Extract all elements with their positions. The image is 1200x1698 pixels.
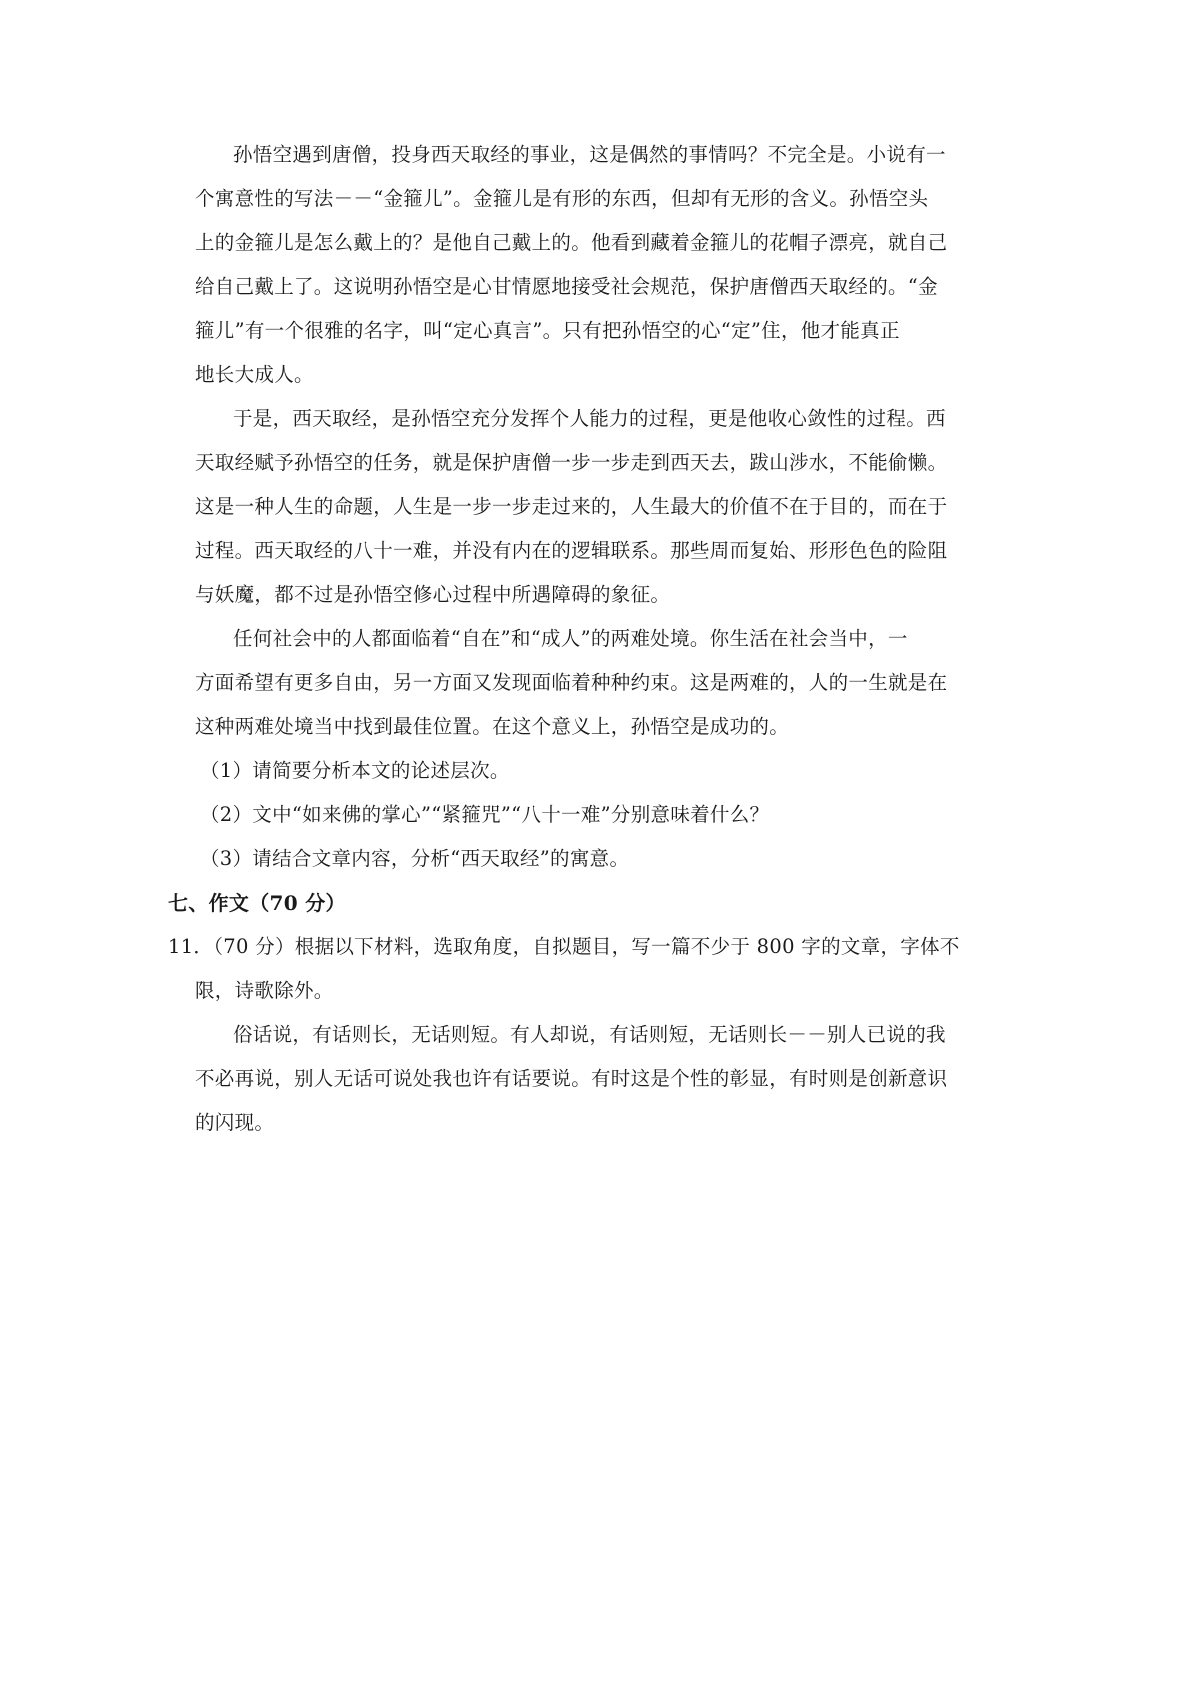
passage-p1-line1: 孙悟空遇到唐僧，投身西天取经的事业，这是偶然的事情吗？不完全是。小说有一 [233,143,946,166]
passage-p2-line3: 这是一种人生的命题，人生是一步一步走过来的，人生最大的价值不在于目的，而在于 [195,495,948,518]
passage-p3-line1: 任何社会中的人都面临着“自在”和“成人”的两难处境。你生活在社会当中，一 [233,627,908,650]
passage-p2-line4: 过程。西天取经的八十一难，并没有内在的逻辑联系。那些周而复始、形形色色的险阻 [195,539,948,562]
passage-p1-line5: 箍儿”有一个很雅的名字，叫“定心真言”。只有把孙悟空的心“定”住，他才能真正 [195,319,900,342]
passage-p3-line2: 方面希望有更多自由，另一方面又发现面临着种种约束。这是两难的，人的一生就是在 [195,671,948,694]
question-3: （3）请结合文章内容，分析“西天取经”的寓意。 [200,847,630,870]
question-2: （2）文中“如来佛的掌心”“紧箍咒”“八十一难”分别意味着什么？ [200,803,770,826]
essay-material-line3: 的闪现。 [195,1111,275,1134]
section-heading: 七、作文（70 分） [168,891,346,915]
passage-p3-line3: 这种两难处境当中找到最佳位置。在这个意义上，孙悟空是成功的。 [195,715,790,738]
passage-p1-line4: 给自己戴上了。这说明孙悟空是心甘情愿地接受社会规范，保护唐僧西天取经的。“金 [195,275,938,298]
question-1: （1）请简要分析本文的论述层次。 [200,759,510,782]
passage-p1-line2: 个寓意性的写法－－“金箍儿”。金箍儿是有形的东西，但却有无形的含义。孙悟空头 [195,187,929,210]
passage-p1-line6: 地长大成人。 [195,363,314,386]
passage-p2-line1: 于是，西天取经，是孙悟空充分发挥个人能力的过程，更是他收心敛性的过程。西 [233,407,946,430]
essay-material-line2: 不必再说，别人无话可说处我也许有话要说。有时这是个性的彰显，有时则是创新意识 [195,1067,948,1090]
passage-p1-line3: 上的金箍儿是怎么戴上的？是他自己戴上的。他看到藏着金箍儿的花帽子漂亮，就自己 [195,231,948,254]
essay-prompt-line2: 限，诗歌除外。 [195,979,334,1002]
essay-material-line1: 俗话说，有话则长，无话则短。有人却说，有话则短，无话则长－－别人已说的我 [233,1023,946,1046]
passage-p2-line2: 天取经赋予孙悟空的任务，就是保护唐僧一步一步走到西天去，跋山涉水，不能偷懒。 [195,451,948,474]
passage-p2-line5: 与妖魔，都不过是孙悟空修心过程中所遇障碍的象征。 [195,583,671,606]
essay-prompt-line1: 11．（70 分）根据以下材料，选取角度，自拟题目，写一篇不少于 800 字的文章，字体不 [168,935,960,958]
